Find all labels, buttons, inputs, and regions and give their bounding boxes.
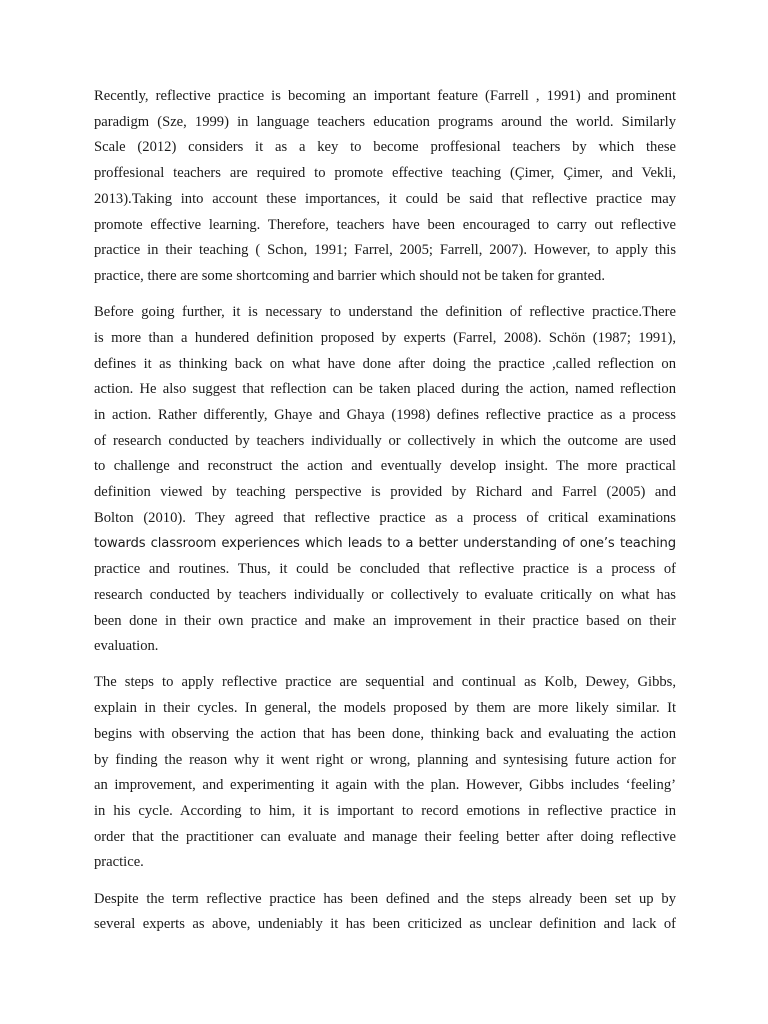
text-line: defines it as thinking back on what have done after doing the practice ,called reflection on bbox=[94, 355, 676, 372]
text-line: begins with observing the action that has been done, thinking back and evaluating the action bbox=[94, 725, 676, 742]
text-line: practice in their teaching ( Schon, 1991; Farrel, 2005; Farrell, 2007). However, to apply this bbox=[94, 242, 676, 259]
paragraph-3 bbox=[94, 670, 676, 876]
text-line: in action. Rather differently, Ghaye and Ghaya (1998) defines reflective practice as a process bbox=[94, 406, 676, 423]
text-line: Despite the term reflective practice has been defined and the steps already been set up by bbox=[94, 890, 676, 907]
text-line: Bolton (2010). They agreed that reflective practice as a process of critical examinations bbox=[94, 509, 676, 526]
text-line: 2013).Taking into account these importances, it could be said that reflective practice may bbox=[94, 190, 676, 207]
text-line: promote effective learning. Therefore, teachers have been encouraged to carry out reflective bbox=[94, 216, 676, 233]
text-line: practice and routines. Thus, it could be concluded that reflective practice is a process of bbox=[94, 561, 676, 578]
text-line: Scale (2012) considers it as a key to become proffesional teachers by which these bbox=[94, 139, 676, 156]
paragraph-2 bbox=[94, 300, 676, 660]
text-line: evaluation. bbox=[94, 638, 159, 655]
text-line: of research conducted by teachers individually or collectively in which the outcome are used bbox=[94, 432, 676, 449]
text-line: practice. bbox=[94, 854, 144, 871]
document-page bbox=[94, 84, 676, 949]
text-line: definition viewed by teaching perspective is provided by Richard and Farrel (2005) and bbox=[94, 484, 676, 501]
text-line: towards classroom experiences which leads to a better understanding of one’s teaching bbox=[94, 536, 676, 552]
text-line: to challenge and reconstruct the action and eventually develop insight. The more practical bbox=[94, 458, 676, 475]
text-line: by finding the reason why it went right or wrong, planning and syntesising future action for bbox=[94, 751, 676, 768]
text-line: research conducted by teachers individually or collectively to evaluate critically on what has bbox=[94, 586, 676, 603]
paragraph-4 bbox=[94, 887, 676, 938]
text-line: The steps to apply reflective practice are sequential and continual as Kolb, Dewey, Gibbs, bbox=[94, 674, 676, 691]
text-line: been done in their own practice and make an improvement in their practice based on their bbox=[94, 612, 676, 629]
text-line: several experts as above, undeniably it has been criticized as unclear definition and lack of bbox=[94, 916, 676, 933]
text-line: proffesional teachers are required to promote effective teaching (Çimer, Çimer, and Vekli, bbox=[94, 165, 676, 182]
text-line: practice, there are some shortcoming and barrier which should not be taken for granted. bbox=[94, 267, 605, 284]
text-line: Before going further, it is necessary to understand the definition of reflective practice.There bbox=[94, 304, 676, 321]
text-line: is more than a hundered definition proposed by experts (Farrel, 2008). Schön (1987; 1991), bbox=[94, 329, 676, 346]
text-line: action. He also suggest that reflection can be taken placed during the action, named reflection bbox=[94, 381, 676, 398]
text-line: an improvement, and experimenting it again with the plan. However, Gibbs includes ‘feeling’ bbox=[94, 777, 676, 794]
text-line: order that the practitioner can evaluate and manage their feeling better after doing reflective bbox=[94, 828, 676, 845]
text-line: explain in their cycles. In general, the models proposed by them are more likely similar. It bbox=[94, 700, 676, 717]
paragraph-1 bbox=[94, 84, 676, 290]
text-line: Recently, reflective practice is becoming an important feature (Farrell , 1991) and prominent bbox=[94, 88, 676, 104]
text-line: in his cycle. According to him, it is important to record emotions in reflective practice in bbox=[94, 802, 676, 819]
text-line: paradigm (Sze, 1999) in language teachers education programs around the world. Similarly bbox=[94, 113, 676, 130]
